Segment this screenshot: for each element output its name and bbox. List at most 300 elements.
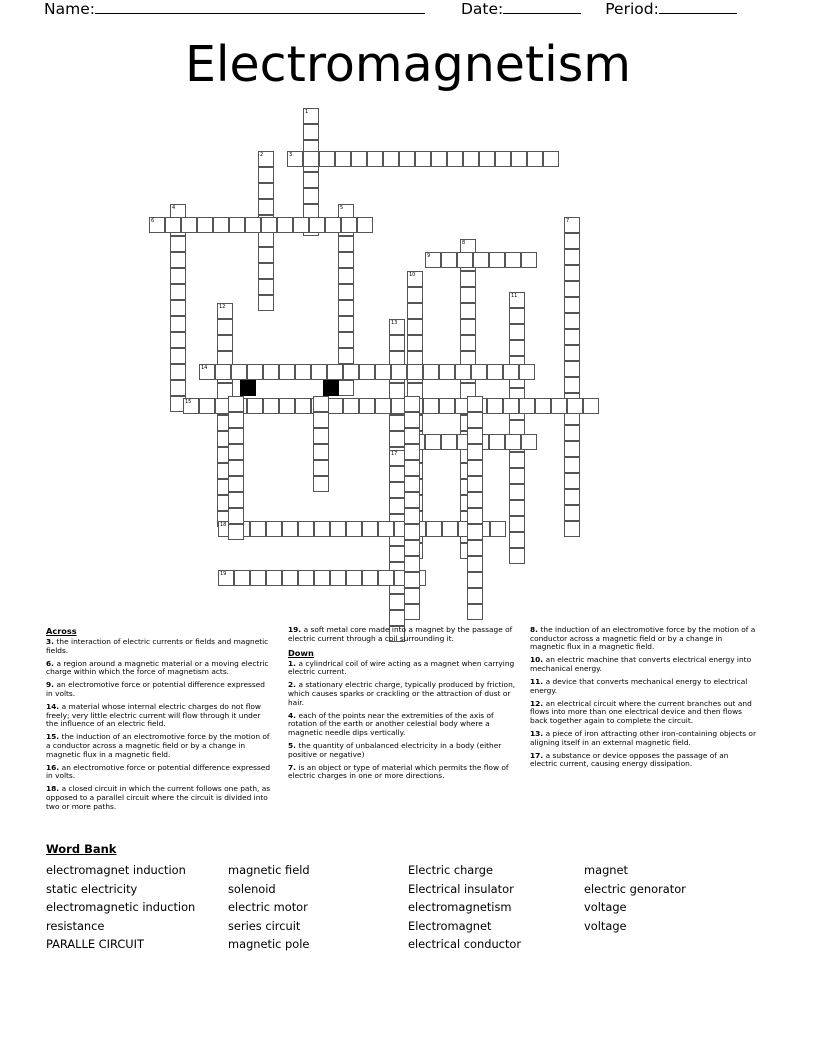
clue-item (288, 660, 516, 677)
crossword-cell[interactable] (404, 460, 420, 476)
crossword-cell[interactable] (247, 398, 263, 414)
crossword-cell[interactable] (509, 532, 525, 548)
crossword-cell[interactable] (564, 265, 580, 281)
crossword-cell[interactable] (303, 151, 319, 167)
crossword-cell[interactable] (228, 508, 244, 524)
clue-item (46, 660, 274, 677)
crossword-cell[interactable] (303, 188, 319, 204)
crossword-cell[interactable] (327, 364, 343, 380)
crossword-cell[interactable] (503, 398, 519, 414)
crossword-cell[interactable] (357, 217, 373, 233)
crossword-cell[interactable] (467, 476, 483, 492)
crossword-cell[interactable] (463, 151, 479, 167)
crossword-cell[interactable] (261, 217, 277, 233)
crossword-block-cell (240, 380, 256, 396)
crossword-cell[interactable] (503, 364, 519, 380)
crossword-cell[interactable] (407, 335, 423, 351)
crossword-cell[interactable] (404, 540, 420, 556)
crossword-cell[interactable] (170, 348, 186, 364)
crossword-cell[interactable] (330, 521, 346, 537)
crossword-cell[interactable] (282, 570, 298, 586)
crossword-cell[interactable] (228, 476, 244, 492)
crossword-cell[interactable] (467, 572, 483, 588)
crossword-cell[interactable] (564, 297, 580, 313)
crossword-cell[interactable] (509, 452, 525, 468)
crossword-cell[interactable] (250, 570, 266, 586)
word-bank-item: electromagnet induction (46, 863, 186, 877)
word-bank-title: Word Bank (46, 842, 117, 856)
crossword-cell[interactable] (519, 398, 535, 414)
crossword-cell[interactable] (375, 398, 391, 414)
crossword-cell[interactable] (389, 415, 405, 431)
crossword-cell[interactable] (279, 398, 295, 414)
cell-number: 2 (260, 152, 264, 158)
crossword-cell[interactable] (181, 217, 197, 233)
crossword-cell[interactable] (511, 151, 527, 167)
crossword-cell[interactable] (509, 468, 525, 484)
crossword-cell[interactable] (263, 364, 279, 380)
date-label: Date: (460, 0, 504, 18)
crossword-cell[interactable] (375, 364, 391, 380)
crossword-cell[interactable] (309, 217, 325, 233)
crossword-cell[interactable] (471, 364, 487, 380)
crossword-cell[interactable] (343, 398, 359, 414)
clue-text: the induction of an electromotive force by the motion of a conductor across a magnetic field or by a change in magnetic flux in a magnetic field. (46, 732, 270, 759)
clue-item (46, 638, 274, 655)
crossword-cell[interactable] (338, 284, 354, 300)
crossword-cell[interactable] (389, 482, 405, 498)
crossword-cell[interactable] (215, 364, 231, 380)
crossword-cell[interactable] (467, 428, 483, 444)
crossword-cell[interactable] (338, 252, 354, 268)
clue-number: 7. (288, 762, 299, 772)
crossword-cell[interactable] (313, 412, 329, 428)
crossword-cell[interactable] (362, 521, 378, 537)
crossword-cell[interactable] (467, 556, 483, 572)
crossword-cell[interactable] (564, 425, 580, 441)
clue-text: a substance or device opposes the passage of an electric current, causing energy dissipation. (530, 750, 729, 769)
clue-item (46, 733, 274, 759)
crossword-cell[interactable] (362, 570, 378, 586)
crossword-cell[interactable] (346, 521, 362, 537)
crossword-cell[interactable] (509, 548, 525, 564)
crossword-cell[interactable] (404, 428, 420, 444)
crossword-cell[interactable] (425, 252, 441, 268)
word-bank-item: voltage (584, 918, 627, 933)
cell-number: 3 (289, 152, 293, 158)
crossword-cell[interactable] (460, 319, 476, 335)
crossword-cell[interactable] (338, 236, 354, 252)
crossword-cell[interactable] (217, 335, 233, 351)
crossword-cell[interactable] (277, 217, 293, 233)
period-label: Period: (605, 0, 659, 18)
clue-number: 14. (46, 702, 62, 712)
crossword-cell[interactable] (298, 521, 314, 537)
clues-column-3 (530, 626, 758, 773)
crossword-cell[interactable] (495, 151, 511, 167)
crossword-cell[interactable] (213, 217, 229, 233)
crossword-cell[interactable] (467, 524, 483, 540)
cell-number: 15 (185, 399, 192, 405)
crossword-cell[interactable] (343, 364, 359, 380)
crossword-cell[interactable] (228, 524, 244, 540)
crossword-cell[interactable] (479, 151, 495, 167)
clue-section-heading: Down (288, 647, 314, 658)
crossword-cell[interactable] (564, 361, 580, 377)
crossword-cell[interactable] (527, 151, 543, 167)
clues-column-1 (46, 626, 274, 816)
crossword-cell[interactable] (467, 396, 483, 412)
crossword-cell[interactable] (229, 217, 245, 233)
crossword-cell[interactable] (303, 172, 319, 188)
clue-item (530, 656, 758, 673)
crossword-cell[interactable] (505, 252, 521, 268)
crossword-cell[interactable] (359, 364, 375, 380)
crossword-cell[interactable] (367, 151, 383, 167)
crossword-cell[interactable] (441, 252, 457, 268)
crossword-cell[interactable] (564, 249, 580, 265)
crossword-cell[interactable] (564, 345, 580, 361)
crossword-cell[interactable] (442, 521, 458, 537)
cell-number: 10 (409, 272, 416, 278)
word-bank-item: electric motor (228, 900, 308, 915)
clue-item (288, 742, 516, 759)
crossword-cell[interactable] (295, 398, 311, 414)
crossword-cell[interactable] (218, 570, 234, 586)
crossword-cell[interactable] (383, 151, 399, 167)
crossword-cell[interactable] (423, 398, 439, 414)
crossword-cell[interactable] (197, 217, 213, 233)
crossword-cell[interactable] (404, 508, 420, 524)
crossword-cell[interactable] (282, 521, 298, 537)
crossword-cell[interactable] (313, 396, 329, 412)
crossword-cell[interactable] (314, 521, 330, 537)
crossword-cell[interactable] (183, 398, 199, 414)
crossword-cell[interactable] (217, 319, 233, 335)
crossword-cell[interactable] (489, 434, 505, 450)
crossword-cell[interactable] (258, 279, 274, 295)
crossword-cell[interactable] (473, 252, 489, 268)
crossword-cell[interactable] (389, 610, 405, 626)
crossword-cell[interactable] (564, 441, 580, 457)
clue-number: 3. (46, 637, 57, 646)
crossword-cell[interactable] (564, 505, 580, 521)
crossword-cell[interactable] (293, 217, 309, 233)
crossword-cell[interactable] (460, 303, 476, 319)
crossword-cell[interactable] (313, 476, 329, 492)
crossword-cell[interactable] (564, 521, 580, 537)
crossword-cell[interactable] (564, 329, 580, 345)
crossword-cell[interactable] (404, 412, 420, 428)
crossword-cell[interactable] (407, 271, 423, 287)
clue-number: 4. (288, 710, 299, 720)
crossword-cell[interactable] (258, 231, 274, 247)
crossword-cell[interactable] (404, 524, 420, 540)
clue-item (288, 764, 516, 781)
crossword-cell[interactable] (564, 217, 580, 233)
crossword-cell[interactable] (447, 151, 463, 167)
crossword-cell[interactable] (407, 364, 423, 380)
crossword-cell[interactable] (389, 594, 405, 610)
crossword-cell[interactable] (258, 295, 274, 311)
crossword-cell[interactable] (279, 364, 295, 380)
crossword-cell[interactable] (266, 521, 282, 537)
clue-number: 10. (530, 655, 546, 665)
cell-number: 7 (566, 218, 570, 224)
word-bank-item: series circuit (228, 918, 301, 933)
clue-text: is an object or type of material which permits the flow of electric charges in one or more directions. (288, 762, 509, 781)
crossword-cell[interactable] (228, 444, 244, 460)
crossword-cell[interactable] (509, 308, 525, 324)
crossword-cell[interactable] (341, 217, 357, 233)
crossword-cell[interactable] (467, 588, 483, 604)
cell-number: 18 (220, 522, 227, 528)
crossword-cell[interactable] (217, 303, 233, 319)
crossword-cell[interactable] (359, 398, 375, 414)
crossword-cell[interactable] (439, 364, 455, 380)
crossword-cell[interactable] (149, 217, 165, 233)
crossword-cell[interactable] (378, 570, 394, 586)
crossword-cell[interactable] (551, 398, 567, 414)
crossword-cell[interactable] (441, 434, 457, 450)
crossword-cell[interactable] (389, 383, 405, 399)
crossword-cell[interactable] (338, 348, 354, 364)
word-bank-column-4 (584, 861, 774, 935)
cell-number: 4 (172, 205, 176, 211)
crossword-cell[interactable] (165, 217, 181, 233)
crossword-cell[interactable] (509, 324, 525, 340)
crossword-cell[interactable] (404, 572, 420, 588)
crossword-cell[interactable] (404, 492, 420, 508)
crossword-cell[interactable] (170, 268, 186, 284)
crossword-cell[interactable] (467, 492, 483, 508)
word-bank-item: Electrical insulator (408, 881, 514, 896)
crossword-cell[interactable] (228, 460, 244, 476)
crossword-cell[interactable] (247, 364, 263, 380)
crossword-cell[interactable] (314, 570, 330, 586)
crossword-cell[interactable] (509, 500, 525, 516)
crossword-cell[interactable] (564, 489, 580, 505)
crossword-cell[interactable] (266, 570, 282, 586)
crossword-cell[interactable] (389, 319, 405, 335)
crossword-cell[interactable] (467, 444, 483, 460)
crossword-cell[interactable] (467, 412, 483, 428)
clue-text: a soft metal core made into a magnet by the passage of electric current through a coil surrounding it. (288, 625, 513, 643)
crossword-cell[interactable] (404, 396, 420, 412)
clue-item (46, 785, 274, 811)
crossword-cell[interactable] (404, 476, 420, 492)
word-bank-item: voltage (584, 900, 627, 915)
crossword-cell[interactable] (509, 484, 525, 500)
crossword-cell[interactable] (460, 287, 476, 303)
crossword-cell[interactable] (319, 151, 335, 167)
name-label: Name: (44, 0, 95, 18)
crossword-cell[interactable] (313, 428, 329, 444)
crossword-cell[interactable] (250, 521, 266, 537)
crossword-cell[interactable] (487, 364, 503, 380)
crossword-cell[interactable] (351, 151, 367, 167)
clue-number: 8. (530, 625, 541, 634)
crossword-cell[interactable] (170, 252, 186, 268)
crossword-cell[interactable] (389, 466, 405, 482)
crossword-cell[interactable] (509, 292, 525, 308)
crossword-cell[interactable] (521, 434, 537, 450)
clue-number: 1. (288, 658, 299, 668)
crossword-cell[interactable] (404, 588, 420, 604)
cell-number: 11 (511, 293, 518, 299)
crossword-cell[interactable] (425, 434, 441, 450)
crossword-cell[interactable] (199, 364, 215, 380)
crossword-cell[interactable] (467, 604, 483, 620)
crossword-cell[interactable] (338, 332, 354, 348)
crossword-cell[interactable] (313, 460, 329, 476)
crossword-cell[interactable] (404, 556, 420, 572)
crossword-cell[interactable] (311, 364, 327, 380)
crossword-cell[interactable] (389, 335, 405, 351)
clue-item (530, 700, 758, 726)
crossword-cell[interactable] (564, 233, 580, 249)
crossword-cell[interactable] (389, 450, 405, 466)
crossword-block-cell (323, 380, 339, 396)
word-bank-item: Electric charge (408, 863, 494, 877)
crossword-cell[interactable] (423, 364, 439, 380)
crossword-cell[interactable] (338, 316, 354, 332)
crossword-cell[interactable] (505, 434, 521, 450)
crossword-cell[interactable] (258, 183, 274, 199)
crossword-cell[interactable] (415, 151, 431, 167)
crossword-cell[interactable] (509, 340, 525, 356)
crossword-cell[interactable] (455, 364, 471, 380)
crossword-cell[interactable] (564, 313, 580, 329)
word-bank-item: magnetic field (228, 863, 310, 877)
crossword-cell[interactable] (170, 364, 186, 380)
crossword-cell[interactable] (439, 398, 455, 414)
cell-number: 6 (151, 218, 155, 224)
crossword-cell[interactable] (389, 498, 405, 514)
crossword-cell[interactable] (564, 377, 580, 393)
crossword-cell[interactable] (335, 151, 351, 167)
crossword-cell[interactable] (487, 398, 503, 414)
crossword-cell[interactable] (287, 151, 303, 167)
clue-text: an electrical circuit where the current branches out and flows into more than one electrical device and then flows back together again to complete the circuit. (530, 698, 752, 725)
crossword-cell[interactable] (399, 151, 415, 167)
crossword-cell[interactable] (467, 508, 483, 524)
crossword-cell[interactable] (467, 540, 483, 556)
crossword-cell[interactable] (407, 287, 423, 303)
crossword-cell[interactable] (389, 431, 405, 447)
clue-item (46, 681, 274, 698)
crossword-cell[interactable] (170, 300, 186, 316)
crossword-cell[interactable] (407, 303, 423, 319)
crossword-cell[interactable] (583, 398, 599, 414)
crossword-cell[interactable] (303, 124, 319, 140)
crossword-cell[interactable] (564, 473, 580, 489)
crossword-cell[interactable] (258, 263, 274, 279)
crossword-cell[interactable] (231, 364, 247, 380)
crossword-cell[interactable] (313, 444, 329, 460)
crossword-cell[interactable] (338, 300, 354, 316)
cell-number: 12 (219, 304, 226, 310)
crossword-cell[interactable] (389, 546, 405, 562)
crossword-cell[interactable] (170, 380, 186, 396)
crossword-cell[interactable] (327, 398, 343, 414)
crossword-cell[interactable] (564, 457, 580, 473)
crossword-cell[interactable] (378, 521, 394, 537)
crossword-cell[interactable] (407, 319, 423, 335)
crossword-cell[interactable] (258, 247, 274, 263)
crossword-cell[interactable] (426, 521, 442, 537)
crossword-cell[interactable] (228, 396, 244, 412)
clue-number: 13. (530, 728, 546, 738)
crossword-cell[interactable] (228, 412, 244, 428)
crossword-cell[interactable] (295, 364, 311, 380)
crossword-cell[interactable] (338, 380, 354, 396)
crossword-cell[interactable] (245, 217, 261, 233)
crossword-cell[interactable] (298, 570, 314, 586)
crossword-cell[interactable] (404, 444, 420, 460)
crossword-cell[interactable] (199, 398, 215, 414)
crossword-cell[interactable] (338, 268, 354, 284)
crossword-cell[interactable] (457, 252, 473, 268)
crossword-cell[interactable] (228, 428, 244, 444)
crossword-cell[interactable] (460, 335, 476, 351)
crossword-cell[interactable] (170, 284, 186, 300)
crossword-cell[interactable] (234, 570, 250, 586)
crossword-cell[interactable] (263, 398, 279, 414)
crossword-cell[interactable] (170, 332, 186, 348)
crossword-cell[interactable] (489, 252, 505, 268)
crossword-cell[interactable] (509, 516, 525, 532)
crossword-cell[interactable] (303, 108, 319, 124)
crossword-cell[interactable] (258, 199, 274, 215)
word-bank-column-1 (46, 861, 226, 954)
crossword-cell[interactable] (567, 398, 583, 414)
clue-text: the induction of an electromotive force by the motion of a conductor across a magnetic field or by a change in magnetic flux in a magnetic field. (530, 625, 756, 652)
clue-number: 11. (530, 676, 546, 686)
crossword-cell[interactable] (490, 521, 506, 537)
crossword-cell[interactable] (431, 151, 447, 167)
crossword-cell[interactable] (325, 217, 341, 233)
clue-item (530, 678, 758, 695)
crossword-cell[interactable] (535, 398, 551, 414)
cell-number: 8 (462, 240, 466, 246)
crossword-cell[interactable] (519, 364, 535, 380)
crossword-cell[interactable] (330, 570, 346, 586)
clue-number: 16. (46, 762, 62, 772)
crossword-cell[interactable] (258, 151, 274, 167)
crossword-cell[interactable] (228, 492, 244, 508)
crossword-cell[interactable] (346, 570, 362, 586)
crossword-cell[interactable] (404, 604, 420, 620)
clues-section (46, 626, 774, 831)
crossword-cell[interactable] (258, 167, 274, 183)
word-bank-item: electrical conductor (408, 937, 522, 952)
crossword-cell[interactable] (543, 151, 559, 167)
cell-number: 1 (305, 109, 309, 115)
crossword-cell[interactable] (170, 316, 186, 332)
clue-text: an electromotive force or potential difference expressed in volts. (46, 762, 271, 781)
crossword-cell[interactable] (170, 236, 186, 252)
crossword-cell[interactable] (460, 271, 476, 287)
clue-text: a cylindrical coil of wire acting as a magnet when carrying electric current. (288, 658, 515, 677)
crossword-cell[interactable] (521, 252, 537, 268)
cell-number: 5 (340, 205, 344, 211)
clue-text: the quantity of unbalanced electricity in a body (either positive or negative) (288, 740, 502, 759)
crossword-cell[interactable] (564, 281, 580, 297)
clue-item (46, 764, 274, 781)
crossword-cell[interactable] (391, 364, 407, 380)
crossword-cell[interactable] (467, 460, 483, 476)
